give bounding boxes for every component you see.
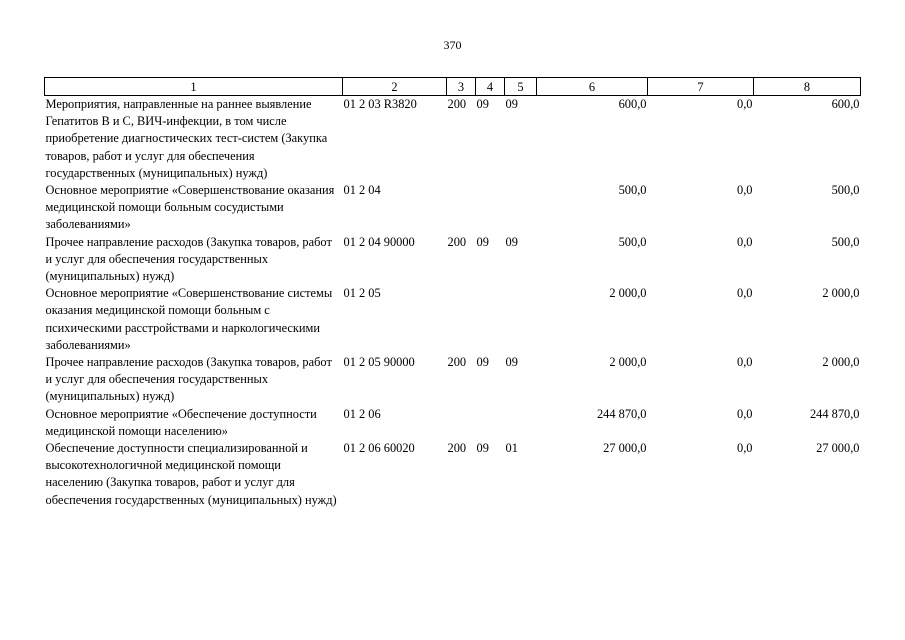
row-value-8: 500,0	[831, 183, 860, 198]
table-row	[45, 285, 861, 354]
row-code: 01 2 04	[343, 183, 381, 198]
header-col-3: 3	[447, 78, 476, 96]
row-name: Основное мероприятие «Совершенствование оказания медицинской помощи больным сосудистыми заболеваниями»	[45, 183, 335, 232]
row-value-7: 0,0	[737, 97, 753, 111]
table-row	[45, 182, 861, 234]
header-col-4: 4	[476, 78, 505, 96]
row-col-5: 09	[505, 234, 518, 249]
row-name: Прочее направление расходов (Закупка товаров, работ и услуг для обеспечения государственных (муниципальных) нужд)	[45, 355, 332, 404]
row-col-4: 09	[476, 355, 489, 370]
row-value-6: 600,0	[618, 97, 647, 111]
row-col-4	[476, 406, 505, 440]
row-col-4: 09	[476, 97, 489, 111]
row-col-3	[447, 182, 476, 234]
row-col-4	[476, 182, 505, 234]
row-col-5: 09	[505, 355, 518, 370]
row-col-3: 200	[447, 441, 467, 456]
row-value-7: 0,0	[737, 183, 753, 198]
header-row	[45, 78, 861, 96]
row-col-3: 200	[447, 355, 467, 370]
row-value-6: 244 870,0	[596, 406, 647, 421]
header-col-5: 5	[505, 78, 537, 96]
row-col-3	[447, 285, 476, 354]
table-row	[45, 96, 861, 183]
table-row	[45, 354, 861, 406]
row-value-7: 0,0	[737, 355, 753, 370]
row-value-6: 2 000,0	[609, 286, 647, 301]
row-col-4: 09	[476, 441, 489, 456]
row-name: Мероприятия, направленные на раннее выявление Гепатитов В и С, ВИЧ-инфекции, в том числе приобретение диагностических тест-систем (Закупка товаров, работ и услуг для обеспечения государственных (муниципальных) нужд)	[45, 97, 328, 180]
header-col-1: 1	[45, 78, 343, 96]
table-header	[45, 78, 861, 96]
row-code: 01 2 06	[343, 406, 381, 421]
header-col-6: 6	[537, 78, 648, 96]
row-col-5: 09	[505, 97, 518, 111]
row-value-8: 2 000,0	[822, 286, 860, 301]
row-name: Прочее направление расходов (Закупка товаров, работ и услуг для обеспечения государственных (муниципальных) нужд)	[45, 234, 332, 284]
row-code: 01 2 05	[343, 286, 381, 301]
row-col-5	[505, 406, 537, 440]
row-col-3: 200	[447, 234, 467, 249]
table-row	[45, 406, 861, 440]
row-value-7: 0,0	[737, 286, 753, 301]
row-value-8: 500,0	[831, 234, 860, 249]
row-value-7: 0,0	[737, 234, 753, 249]
row-col-5	[505, 285, 537, 354]
row-value-6: 500,0	[618, 183, 647, 198]
row-col-4: 09	[476, 234, 489, 249]
row-col-4	[476, 285, 505, 354]
row-value-7: 0,0	[737, 441, 753, 456]
row-code: 01 2 05 90000	[343, 355, 415, 370]
row-col-3	[447, 406, 476, 440]
page-number: 370	[443, 38, 462, 52]
row-col-5	[505, 182, 537, 234]
row-value-8: 600,0	[831, 97, 860, 111]
header-col-2: 2	[343, 78, 447, 96]
header-col-7: 7	[648, 78, 754, 96]
row-value-8: 2 000,0	[822, 355, 860, 370]
row-col-5: 01	[505, 441, 518, 456]
row-value-7: 0,0	[737, 406, 753, 421]
row-code: 01 2 06 60020	[343, 441, 415, 456]
row-col-3: 200	[447, 97, 467, 111]
row-code: 01 2 03 R3820	[343, 97, 417, 111]
row-name: Обеспечение доступности специализированной и высокотехнологичной медицинской помощи населению (Закупка товаров, работ и услуг для обеспечения государственных (муниципальных) нужд)	[45, 441, 337, 507]
row-value-6: 27 000,0	[603, 441, 647, 456]
row-code: 01 2 04 90000	[343, 234, 415, 249]
row-value-8: 27 000,0	[816, 441, 860, 456]
row-name: Основное мероприятие «Обеспечение доступности медицинской помощи населению»	[45, 406, 317, 438]
budget-table	[44, 77, 861, 509]
table-body	[45, 96, 861, 509]
table-row	[45, 440, 861, 509]
row-name: Основное мероприятие «Совершенствование системы оказания медицинской помощи больным с психическими расстройствами и наркологическими заболеваниями»	[45, 286, 333, 352]
table-row	[45, 234, 861, 286]
row-value-8: 244 870,0	[809, 406, 860, 421]
row-value-6: 500,0	[618, 234, 647, 249]
header-col-8: 8	[754, 78, 861, 96]
row-value-6: 2 000,0	[609, 355, 647, 370]
